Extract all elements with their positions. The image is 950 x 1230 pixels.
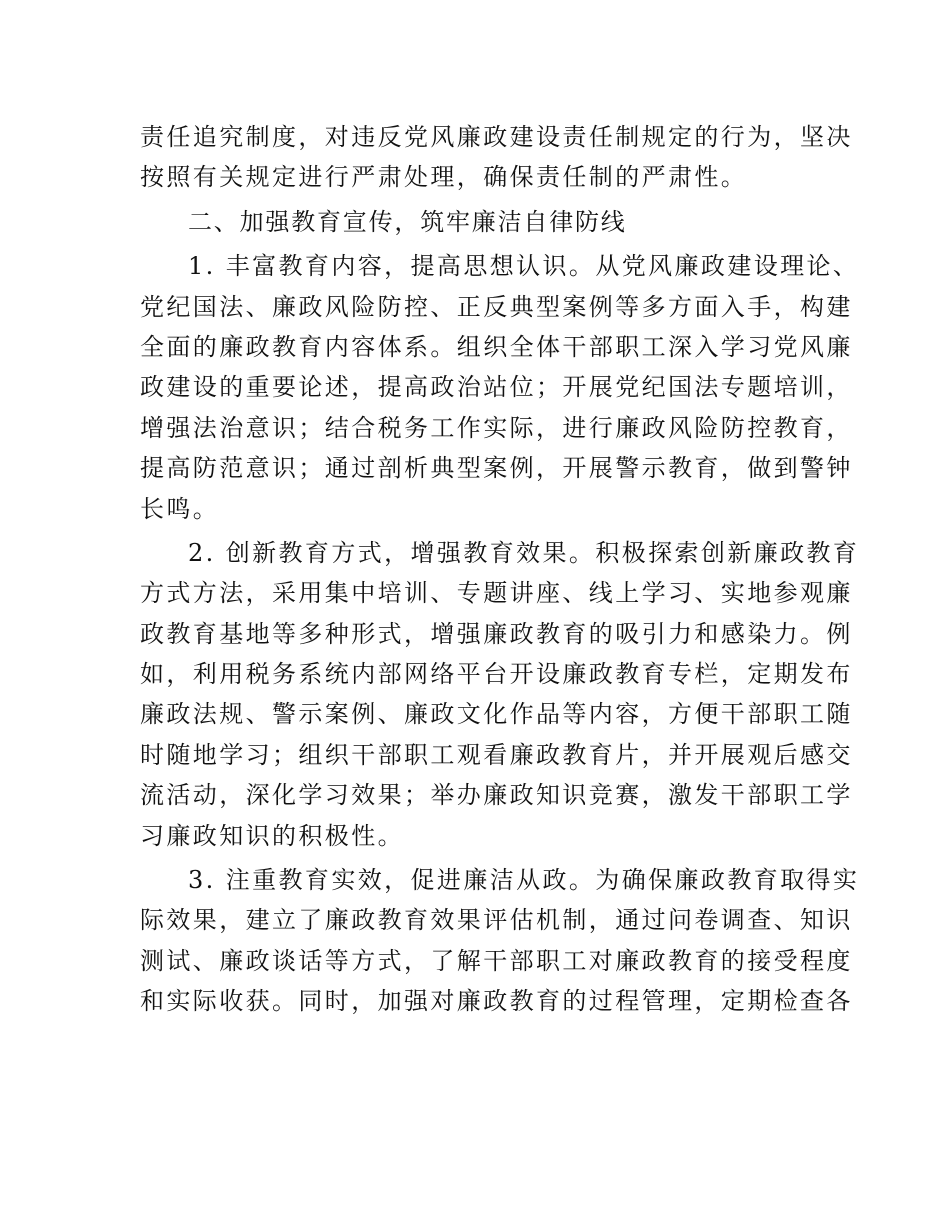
paragraph-continuation <box>140 117 853 198</box>
text-line: 习廉政知识的积极性。 <box>140 821 404 850</box>
text-line: 政建设的重要论述，提高政治站位；开展党纪国法专题培训， <box>140 373 853 402</box>
paragraph-item-3 <box>140 860 860 1022</box>
text-line: 测试、廉政谈话等方式，了解干部职工对廉政教育的接受程度 <box>140 946 853 975</box>
text-line: 2. 创新教育方式，增强教育效果。积极探索创新廉政教育 <box>188 538 860 567</box>
paragraph-item-1 <box>140 246 860 529</box>
text-line: 长鸣。 <box>140 494 220 523</box>
text-line: 增强法治意识；结合税务工作实际，进行廉政风险防控教育， <box>140 413 853 442</box>
text-line: 和实际收获。同时，加强对廉政教育的过程管理，定期检查各 <box>140 987 853 1016</box>
text-line: 1. 丰富教育内容，提高思想认识。从党风廉政建设理论、 <box>188 252 860 281</box>
text-line: 方式方法，采用集中培训、专题讲座、线上学习、实地参观廉 <box>140 579 853 608</box>
text-line: 全面的廉政教育内容体系。组织全体干部职工深入学习党风廉 <box>140 332 853 361</box>
document-page <box>140 117 860 1022</box>
text-line: 时随地学习；组织干部职工观看廉政教育片，并开展观后感交 <box>140 740 853 769</box>
paragraph-item-2 <box>140 533 860 856</box>
text-line: 提高防范意识；通过剖析典型案例，开展警示教育，做到警钟 <box>140 454 853 483</box>
text-line: 政教育基地等多种形式，增强廉政教育的吸引力和感染力。例 <box>140 619 853 648</box>
text-line: 党纪国法、廉政风险防控、正反典型案例等多方面入手，构建 <box>140 292 853 321</box>
text-line: 廉政法规、警示案例、廉政文化作品等内容，方便干部职工随 <box>140 700 853 729</box>
text-line: 如，利用税务系统内部网络平台开设廉政教育专栏，定期发布 <box>140 660 853 689</box>
text-line: 3. 注重教育实效，促进廉洁从政。为确保廉政教育取得实 <box>188 866 860 895</box>
text-line: 按照有关规定进行严肃处理，确保责任制的严肃性。 <box>140 163 748 192</box>
text-line: 流活动，深化学习效果；举办廉政知识竞赛，激发干部职工学 <box>140 781 853 810</box>
text-line: 责任追究制度，对违反党风廉政建设责任制规定的行为，坚决 <box>140 123 853 151</box>
section-heading <box>140 202 810 242</box>
heading-line: 二、加强教育宣传，筑牢廉洁自律防线 <box>188 207 627 236</box>
text-line: 际效果，建立了廉政教育效果评估机制，通过问卷调查、知识 <box>140 906 853 935</box>
